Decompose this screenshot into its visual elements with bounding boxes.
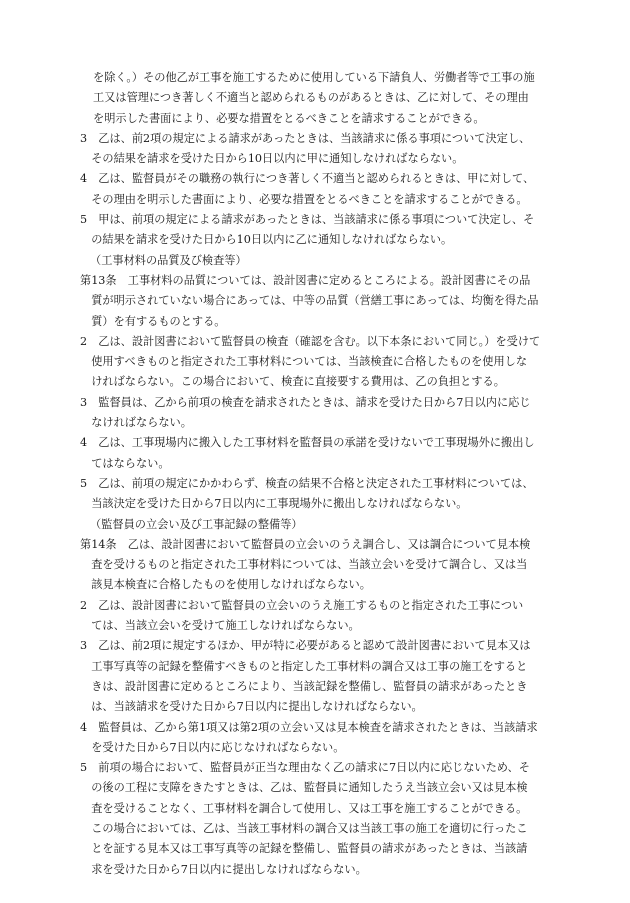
clause-paragraph bbox=[80, 596, 548, 637]
text-line: 第13条 工事材料の品質については、設計図書に定めるところによる。設計図書にその品 bbox=[80, 273, 531, 287]
text-line: の後の工程に支障をきたすときは、乙は、監督員に通知したうえ当該立会い又は見本検 bbox=[80, 781, 528, 795]
text-line: なければならない。 bbox=[80, 416, 192, 430]
text-line: 3 乙は、前2項に規定するほか、甲が特に必要があると認めて設計図書において見本又は bbox=[80, 639, 531, 653]
text-line: は、当該請求を受けた日から7日以内に提出しなければならない。 bbox=[80, 700, 423, 714]
text-line: 4 乙は、監督員がその職務の執行につき著しく不適当と認められるときは、甲に対して、 bbox=[80, 172, 535, 186]
text-line: その結果を請求を受けた日から10日以内に甲に通知しなければならない。 bbox=[80, 152, 464, 166]
text-line: （工事材料の品質及び検査等） bbox=[90, 253, 247, 267]
text-line: を受けた日から7日以内に応じなければならない。 bbox=[80, 740, 345, 754]
clause-paragraph bbox=[80, 393, 548, 434]
text-line: 工又は管理につき著しく不適当と認められるものがあるときは、乙に対して、その理由 bbox=[93, 91, 529, 105]
text-line: 質）を有するものとする。 bbox=[80, 314, 226, 328]
text-line: （監督員の立会い及び工事記録の整備等） bbox=[90, 517, 303, 531]
text-line: 5 乙は、前項の規定にかかわらず、検査の結果不合格と決定された工事材料については、 bbox=[80, 476, 534, 490]
section-heading bbox=[80, 251, 548, 271]
text-line: その理由を明示した書面により、必要な措置をとるべきことを請求することができる。 bbox=[80, 192, 528, 206]
clause-paragraph bbox=[80, 210, 548, 251]
text-line: 査を受けるものと指定された工事材料については、当該立会いを受けて調合し、又は当 bbox=[80, 558, 528, 572]
text-line: この場合においては、乙は、当該工事材料の調合又は当該工事の施工を適切に行ったこ bbox=[80, 821, 528, 835]
text-line: 3 監督員は、乙から前項の検査を請求されたときは、請求を受けた日から7日以内に応じ bbox=[80, 395, 531, 409]
text-line: 第14条 乙は、設計図書において監督員の立会いのうえ調合し、又は調合について見本検 bbox=[80, 537, 531, 551]
text-line: 4 乙は、工事現場内に搬入した工事材料を監督員の承諾を受けないで工事現場外に搬出し bbox=[80, 436, 535, 450]
text-line: 使用すべきものと指定された工事材料については、当該検査に合格したものを使用しな bbox=[80, 355, 528, 369]
text-line: 5 甲は、前項の規定による請求があったときは、当該請求に係る事項について決定し、そ bbox=[80, 213, 535, 227]
text-line: の結果を請求を受けた日から10日以内に乙に通知しなければならない。 bbox=[80, 233, 453, 247]
clause-paragraph bbox=[80, 332, 548, 393]
text-line: 工事写真等の記録を整備すべきものと指定した工事材料の調合又は工事の施工をすると bbox=[80, 659, 528, 673]
text-line: 2 乙は、設計図書において監督員の検査（確認を含む。以下本条において同じ。）を受けて bbox=[80, 334, 541, 348]
text-line: とを証する見本又は工事写真等の記録を整備し、監督員の請求があったときは、当該請 bbox=[80, 842, 528, 856]
text-line: 3 乙は、前2項の規定による請求があったときは、当該請求に係る事項について決定し、 bbox=[80, 131, 531, 145]
clause-paragraph bbox=[80, 169, 548, 210]
text-line: 2 乙は、設計図書において監督員の立会いのうえ施工するものと指定された工事につい bbox=[80, 598, 524, 612]
text-line: きは、設計図書に定めるところにより、当該記録を整備し、監督員の請求があったとき bbox=[80, 679, 528, 693]
text-line: 当該決定を受けた日から7日以内に工事現場外に搬出しなければならない。 bbox=[80, 497, 468, 511]
text-line: てはならない。 bbox=[80, 456, 170, 470]
clause-paragraph bbox=[80, 271, 548, 332]
clause-paragraph bbox=[80, 718, 548, 759]
text-line: ければならない。この場合において、検査に直接要する費用は、乙の負担とする。 bbox=[80, 375, 505, 389]
clause-paragraph bbox=[80, 758, 548, 880]
text-line: 5 前項の場合において、監督員が正当な理由なく乙の請求に7日以内に応じないため、そ bbox=[80, 761, 530, 775]
clause-paragraph bbox=[80, 474, 548, 515]
text-line: ては、当該立会いを受けて施工しなければならない。 bbox=[80, 619, 360, 633]
clause-paragraph bbox=[80, 535, 548, 596]
clause-paragraph bbox=[80, 636, 548, 717]
contract-text-body bbox=[80, 68, 548, 880]
text-line: 求を受けた日から7日以内に提出しなければならない。 bbox=[80, 862, 367, 876]
clause-paragraph bbox=[80, 433, 548, 474]
clause-paragraph bbox=[80, 68, 548, 129]
text-line: 質が明示されていない場合にあっては、中等の品質（営繕工事にあっては、均衡を得た品 bbox=[80, 294, 539, 308]
text-line: 査を受けることなく、工事材料を調合して使用し、又は工事を施工することができる。 bbox=[80, 801, 528, 815]
text-line: を明示した書面により、必要な措置をとるべきことを請求することができる。 bbox=[93, 111, 485, 125]
text-line: 該見本検査に合格したものを使用しなければならない。 bbox=[80, 578, 371, 592]
text-line: を除く。）その他乙が工事を施工するために使用している下請負人、労働者等で工事の施 bbox=[93, 71, 535, 84]
text-line: 4 監督員は、乙から第1項又は第2項の立会い又は見本検査を請求されたときは、当該請求 bbox=[80, 720, 538, 734]
clause-paragraph bbox=[80, 129, 548, 170]
section-heading bbox=[80, 515, 548, 535]
